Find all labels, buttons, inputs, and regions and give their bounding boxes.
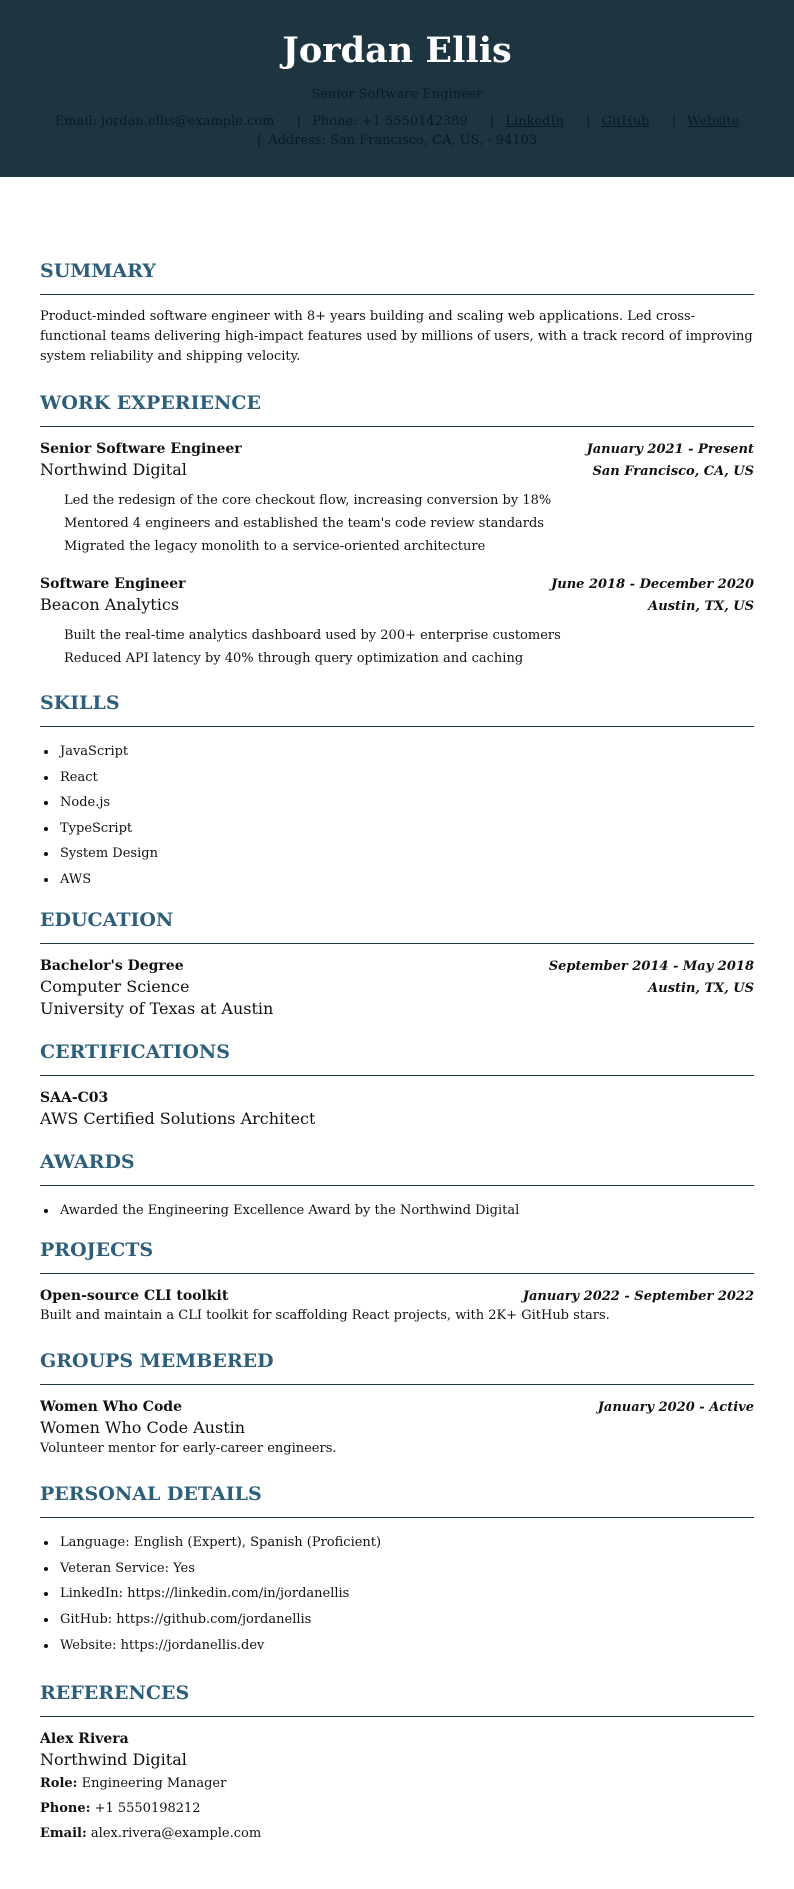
personal-item: • LinkedIn: https://linkedin.com/in/jordanellis [58, 1581, 754, 1607]
job-role: Senior Software Engineer [40, 441, 242, 457]
references-section [40, 1680, 754, 1846]
section-title: CERTIFICATIONS [40, 1040, 230, 1063]
candidate-title: Senior Software Engineer [311, 87, 483, 102]
job-location: Austin, TX, US [648, 599, 754, 614]
skill-item: • System Design [58, 841, 754, 867]
contact-separator: | [671, 114, 676, 129]
skills-list [58, 739, 754, 893]
section-title: PERSONAL DETAILS [40, 1483, 262, 1506]
reference-name: Alex Rivera [40, 1731, 129, 1748]
address-line [0, 131, 794, 150]
project-description: Built and maintain a CLI toolkit for scaffolding React projects, with 2K+ GitHub stars. [40, 1308, 610, 1324]
contact-line [0, 112, 794, 131]
group-description: Volunteer mentor for early-career engineers. [40, 1441, 337, 1457]
section-divider [40, 1185, 754, 1186]
list-item: Mentored 4 engineers and established the team's code review standards [64, 516, 544, 531]
summary-text: Product-minded software engineer with 8+ years building and scaling web applications. Led cross-functional teams delivering high-impact features used by millions of users, with a track record of improving system reliability and shipping velocity. [40, 309, 753, 364]
personal-item: • Website: https://jordanellis.dev [58, 1633, 754, 1659]
github-link[interactable]: GitHub [601, 114, 650, 129]
project-header [40, 1286, 754, 1306]
personal-section [40, 1481, 754, 1658]
contact-phone: Phone: +1 5550142389 [312, 114, 468, 129]
resume-header [0, 0, 794, 177]
certifications-section [40, 1039, 754, 1130]
section-divider [40, 1517, 754, 1518]
contact-separator: | [489, 114, 495, 129]
candidate-name: Jordan Ellis [282, 30, 512, 71]
contact-address: Address: San Francisco, CA, US, - 94103 [268, 133, 538, 148]
skills-section [40, 690, 754, 893]
section-title: AWARDS [40, 1150, 135, 1173]
education-section [40, 907, 754, 1020]
contact-separator: | [586, 114, 591, 129]
education-degree: Bachelor's Degree [40, 957, 184, 974]
job-dates: January 2021 - Present [586, 442, 754, 457]
section-divider [40, 943, 754, 944]
education-subheader [40, 976, 754, 998]
project-name: Open-source CLI toolkit [40, 1288, 229, 1305]
job-location: San Francisco, CA, US [592, 464, 754, 479]
job-entry [40, 439, 754, 558]
group-header [40, 1397, 754, 1417]
section-title: SUMMARY [40, 260, 156, 282]
list-item: Built the real-time analytics dashboard used by 200+ enterprise customers [64, 628, 561, 643]
job-bullets [64, 489, 754, 558]
list-item: Migrated the legacy monolith to a service-oriented architecture [64, 539, 486, 554]
job-dates: June 2018 - December 2020 [551, 577, 754, 592]
certification-name: AWS Certified Solutions Architect [40, 1108, 316, 1128]
section-title: SKILLS [40, 692, 120, 714]
section-divider [40, 426, 754, 427]
reference-role-value: Engineering Manager [81, 1776, 227, 1792]
education-field: Computer Science [40, 976, 190, 996]
skill-item: • Node.js [58, 790, 754, 816]
award-item: • Awarded the Engineering Excellence Award by the Northwind Digital [58, 1198, 754, 1224]
job-bullets [64, 624, 754, 670]
education-header [40, 956, 754, 976]
section-divider [40, 294, 754, 295]
resume-body [0, 258, 794, 1846]
work-section [40, 390, 754, 670]
list-item: Led the redesign of the core checkout flow, increasing conversion by 18% [64, 493, 552, 508]
reference-email-value: alex.rivera@example.com [90, 1826, 262, 1842]
groups-section [40, 1348, 754, 1459]
reference-company: Northwind Digital [40, 1750, 187, 1770]
project-dates: January 2022 - September 2022 [522, 1289, 754, 1305]
projects-section [40, 1237, 754, 1326]
reference-email [40, 1821, 754, 1846]
skill-item: • TypeScript [58, 816, 754, 842]
reference-role-label: Role: [40, 1776, 78, 1792]
contact-separator: | [256, 133, 262, 148]
job-subheader [40, 459, 754, 481]
job-role: Software Engineer [40, 576, 186, 592]
job-header [40, 574, 754, 594]
section-title: GROUPS MEMBERED [40, 1350, 274, 1373]
job-subheader [40, 594, 754, 616]
personal-item: • Language: English (Expert), Spanish (Proficient) [58, 1530, 754, 1556]
job-company: Northwind Digital [40, 460, 187, 479]
personal-list [58, 1530, 754, 1658]
list-item: Reduced API latency by 40% through query optimization and caching [64, 651, 524, 666]
education-location: Austin, TX, US [648, 980, 754, 996]
awards-list [58, 1198, 754, 1224]
personal-item: • Veteran Service: Yes [58, 1556, 754, 1582]
contact-email: Email: jordan.ellis@example.com [54, 114, 275, 129]
section-title: REFERENCES [40, 1682, 190, 1705]
summary-section [40, 258, 754, 367]
reference-phone-label: Phone: [40, 1801, 91, 1817]
section-divider [40, 1716, 754, 1717]
education-school: University of Texas at Austin [40, 998, 274, 1018]
job-header [40, 439, 754, 459]
section-title: WORK EXPERIENCE [40, 392, 261, 414]
job-company: Beacon Analytics [40, 595, 180, 614]
group-chapter: Women Who Code Austin [40, 1418, 246, 1438]
skill-item: • JavaScript [58, 739, 754, 765]
job-entry [40, 574, 754, 670]
linkedin-link[interactable]: LinkedIn [505, 114, 564, 129]
section-divider [40, 1273, 754, 1274]
education-dates: September 2014 - May 2018 [548, 958, 754, 974]
website-link[interactable]: Website [687, 114, 740, 129]
skill-item: • AWS [58, 867, 754, 893]
awards-section [40, 1149, 754, 1224]
section-divider [40, 1075, 754, 1076]
group-name: Women Who Code [40, 1399, 182, 1416]
reference-role [40, 1771, 754, 1796]
group-dates: January 2020 - Active [597, 1400, 754, 1416]
section-divider [40, 1384, 754, 1385]
section-title: PROJECTS [40, 1239, 154, 1262]
contact-separator: | [296, 114, 302, 129]
reference-phone [40, 1796, 754, 1821]
skill-item: • React [58, 765, 754, 791]
section-divider [40, 726, 754, 727]
personal-item: • GitHub: https://github.com/jordanellis [58, 1607, 754, 1633]
section-title: EDUCATION [40, 908, 174, 931]
reference-phone-value: +1 5550198212 [94, 1801, 201, 1817]
reference-email-label: Email: [40, 1826, 87, 1842]
certification-code: SAA-C03 [40, 1089, 109, 1106]
